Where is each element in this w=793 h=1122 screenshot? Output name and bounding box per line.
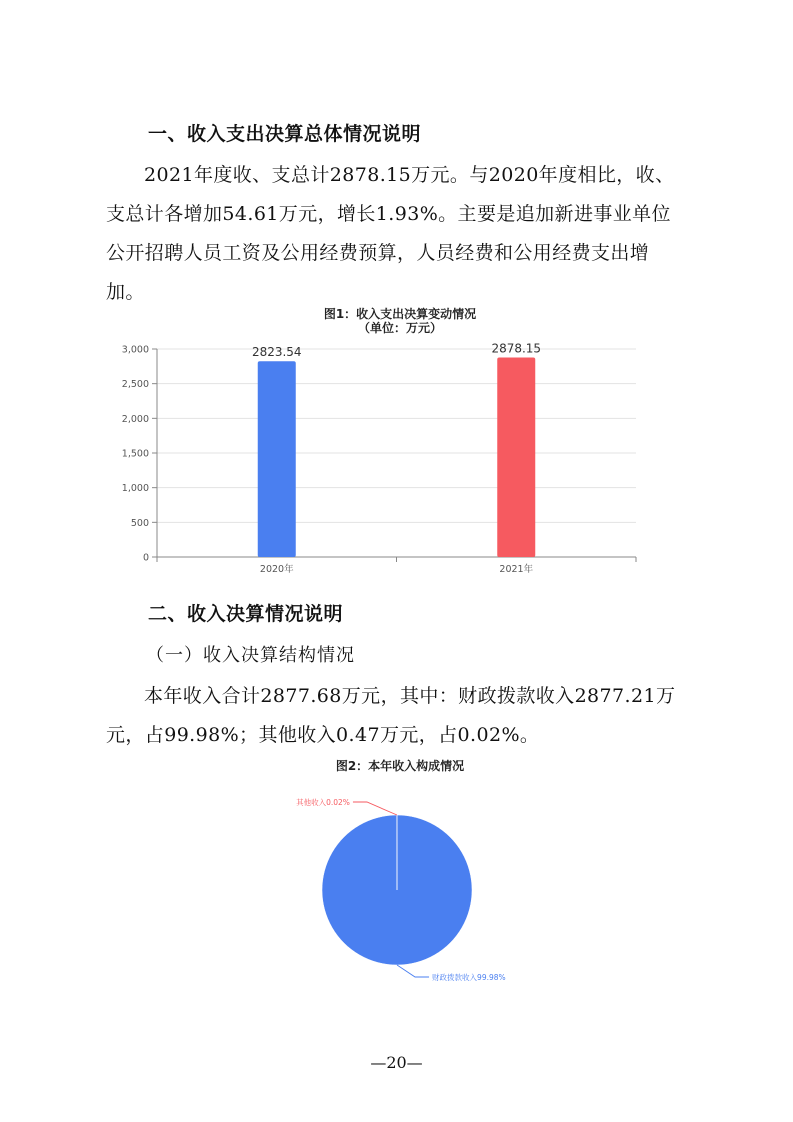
x-tick-label: 2020年 xyxy=(259,564,294,575)
section2-subheading: （一）收入决算结构情况 xyxy=(146,645,355,666)
bar-data-label: 2878.15 xyxy=(491,341,542,356)
y-tick-label: 1,500 xyxy=(121,448,149,460)
bar-data-label: 2823.54 xyxy=(251,345,302,360)
section2-heading: 二、收入决算情况说明 xyxy=(148,603,344,625)
paragraph-line: 加。 xyxy=(106,281,145,303)
chart2-title: 图2：本年收入构成情况 xyxy=(335,759,465,773)
page-number: —20— xyxy=(370,1053,423,1072)
paragraph-line: 2021年度收、支总计2878.15万元。与2020年度相比，收、 xyxy=(144,164,675,186)
section1-heading: 一、收入支出决算总体情况说明 xyxy=(148,123,422,145)
chart1-subtitle: （单位：万元） xyxy=(357,321,442,335)
x-tick-label: 2021年 xyxy=(499,564,534,575)
paragraph-line: 本年收入合计2877.68万元，其中：财政拨款收入2877.21万 xyxy=(144,685,676,707)
paragraph-line: 支总计各增加54.61万元，增长1.93%。主要是追加新进事业单位 xyxy=(106,203,671,225)
y-tick-label: 500 xyxy=(130,517,149,529)
paragraph-line: 公开招聘人员工资及公用经费预算，人员经费和公用经费支出增 xyxy=(106,242,650,264)
pie-slice-label: 其他收入0.02% xyxy=(296,798,350,807)
pie-leader-line xyxy=(353,802,397,815)
y-tick-label: 0 xyxy=(142,552,149,564)
pie-slice-label: 财政拨款收入99.98% xyxy=(432,973,506,982)
paragraph-line: 元，占99.98%；其他收入0.47万元，占0.02%。 xyxy=(106,724,540,746)
y-tick-label: 2,500 xyxy=(121,379,149,391)
y-tick-label: 3,000 xyxy=(121,344,149,356)
chart1-title: 图1：收入支出决算变动情况 xyxy=(323,307,477,321)
pie-leader-line xyxy=(397,965,429,977)
y-tick-label: 1,000 xyxy=(121,483,149,495)
y-tick-label: 2,000 xyxy=(121,413,149,425)
